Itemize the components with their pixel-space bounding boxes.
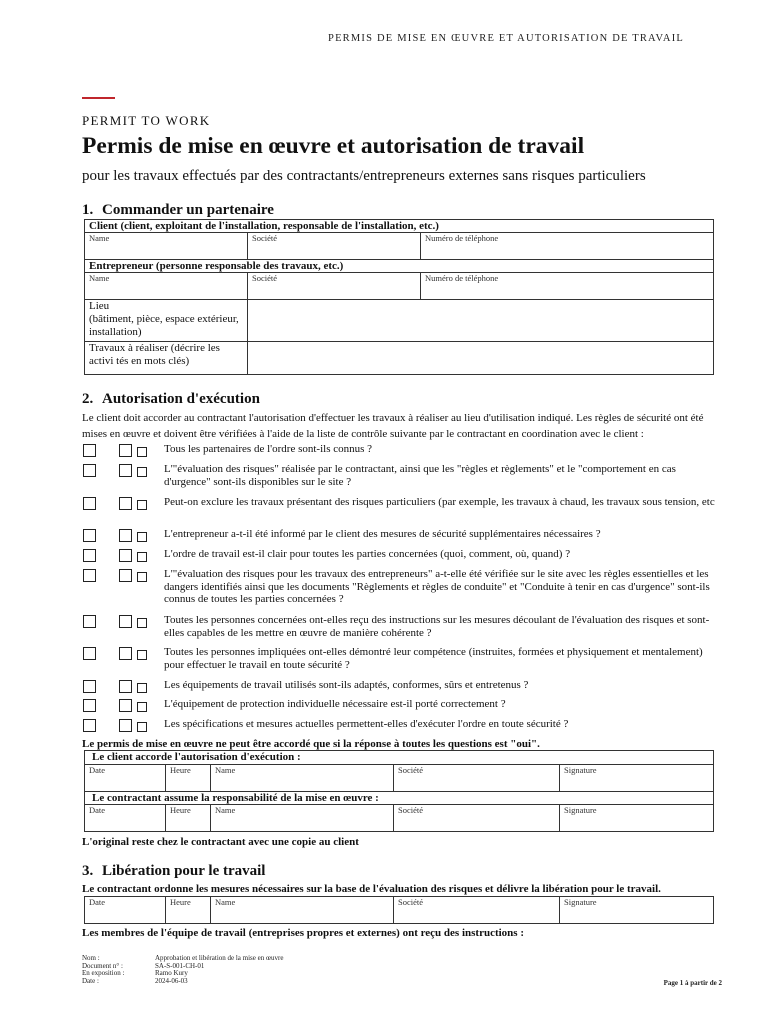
- client-label: Client (client, exploitant de l'installation, responsable de l'installation, etc.): [85, 220, 714, 233]
- contractor-label: Entrepreneur (personne responsable des travaux, etc.): [85, 260, 714, 273]
- section-title: Libération pour le travail: [102, 863, 266, 879]
- footer-value: Ramo Kury: [155, 969, 188, 977]
- checkbox-no[interactable]: [119, 549, 132, 562]
- location-field[interactable]: [248, 300, 714, 342]
- checklist-item: [82, 614, 722, 639]
- checkbox-na[interactable]: [137, 702, 147, 712]
- contractor-company-field[interactable]: Société: [248, 273, 421, 300]
- signature-field[interactable]: Signature: [560, 897, 714, 924]
- date-field[interactable]: Date: [85, 765, 166, 792]
- checkbox-na[interactable]: [137, 618, 147, 628]
- client-name-field[interactable]: Name: [85, 233, 248, 260]
- contractor-name-field[interactable]: Name: [85, 273, 248, 300]
- checklist-item: [82, 548, 722, 568]
- checkbox-no[interactable]: [119, 699, 132, 712]
- checklist-text: Toutes les personnes concernées ont-elles reçu des instructions sur les mesures découlant de l'évaluation des risques et sont-elles capables de les mettre en œuvre de manière cohérente ?: [164, 614, 710, 639]
- original-copy-note: L'original reste chez le contractant avec une copie au client: [82, 836, 359, 848]
- accent-bar: [82, 97, 115, 99]
- footer-value: Approbation et libération de la mise en œuvre: [155, 954, 284, 962]
- checklist-item: [82, 463, 722, 488]
- contractor-assumes-label: Le contractant assume la responsabilité de la mise en œuvre :: [85, 792, 714, 805]
- footer-label: Nom :: [82, 954, 100, 962]
- yes-condition-note: Le permis de mise en œuvre ne peut être accordé que si la réponse à toutes les questions est "oui".: [82, 738, 540, 750]
- checklist-text: Tous les partenaires de l'ordre sont-ils connus ?: [164, 443, 373, 455]
- client-grants-label: Le client accorde l'autorisation d'exécution :: [85, 751, 714, 765]
- page-title: Permis de mise en œuvre et autorisation de travail: [82, 133, 585, 159]
- checkbox-yes[interactable]: [83, 464, 96, 477]
- footer-value: 2024-06-03: [155, 976, 188, 985]
- authorization-intro: Le client doit accorder au contractant l'autorisation d'effectuer les travaux à réaliser au lieu d'utilisation indiqué. Les règles de sécurité ont été mises en œuvre et doivent être vérifiées à l'aide de la liste de contrôle suivante par le contractant en coordination avec le client :: [82, 412, 704, 440]
- section-number: 1.: [82, 202, 94, 218]
- checkbox-yes[interactable]: [83, 497, 96, 510]
- location-label: Lieu (bâtiment, pièce, espace extérieur, installation): [85, 300, 248, 342]
- name-field[interactable]: Name: [211, 897, 394, 924]
- work-field[interactable]: [248, 342, 714, 375]
- checklist-item: [82, 568, 722, 605]
- checklist-text: Toutes les personnes impliquées ont-elles démontré leur compétence (instruites, formées et physiquement et mentalement) pour effectuer le travail en toute sécurité ?: [164, 646, 703, 671]
- checkbox-no[interactable]: [119, 529, 132, 542]
- checklist-text: Les équipements de travail utilisés sont-ils adaptés, conformes, sûrs et entretenus ?: [164, 679, 529, 691]
- checklist-item: [82, 679, 722, 699]
- footer-label: Document n° :: [82, 961, 123, 970]
- checkbox-no[interactable]: [119, 497, 132, 510]
- footer-label: Date :: [82, 976, 99, 985]
- company-field[interactable]: Société: [394, 765, 560, 792]
- company-field[interactable]: Société: [394, 805, 560, 832]
- footer-value: SA-S-001-CH-01: [155, 961, 205, 970]
- section-title: Commander un partenaire: [102, 202, 274, 218]
- checkbox-yes[interactable]: [83, 549, 96, 562]
- checkbox-na[interactable]: [137, 683, 147, 693]
- checkbox-no[interactable]: [119, 647, 132, 660]
- checklist-text: Les spécifications et mesures actuelles permettent-elles d'exécuter l'ordre en toute sécurité ?: [164, 718, 569, 730]
- checkbox-na[interactable]: [137, 650, 147, 660]
- section-number: 2.: [82, 391, 94, 407]
- name-field[interactable]: Name: [211, 805, 394, 832]
- signature-field[interactable]: Signature: [560, 765, 714, 792]
- client-phone-field[interactable]: Numéro de téléphone: [421, 233, 714, 260]
- checkbox-no[interactable]: [119, 719, 132, 732]
- footer-values: [155, 955, 284, 985]
- page-subtitle: pour les travaux effectués par des contractants/entrepreneurs externes sans risques particuliers: [82, 168, 646, 184]
- time-field[interactable]: Heure: [166, 765, 211, 792]
- checklist-text: L'"évaluation des risques" réalisée par le contractant, ainsi que les "règles et règlements" et le "comportement en cas d'urgence" sont-ils disponibles sur le site ?: [164, 463, 676, 488]
- release-intro: Le contractant ordonne les mesures nécessaires sur la base de l'évaluation des risques et délivre la libération pour le travail.: [82, 883, 661, 895]
- time-field[interactable]: Heure: [166, 805, 211, 832]
- checklist-text: Peut-on exclure les travaux présentant des risques particuliers (par exemple, les travaux à chaud, les travaux sous tension, etc: [164, 496, 715, 508]
- section-title: Autorisation d'exécution: [102, 391, 260, 407]
- checklist-text: L'"évaluation des risques pour les travaux des entrepreneurs" a-t-elle été vérifiée sur le site avec les règles essentielles et les dangers identifiés ainsi que les documents "Règlements et règles de conduite" et "Conduite à tenir en cas d'urgence" sont-ils connus de toutes les parties concernées ?: [164, 568, 710, 605]
- checkbox-na[interactable]: [137, 532, 147, 542]
- checkbox-yes[interactable]: [83, 444, 96, 457]
- checkbox-yes[interactable]: [83, 569, 96, 582]
- checklist-text: L'entrepreneur a-t-il été informé par le client des mesures de sécurité supplémentaires nécessaires ?: [164, 528, 601, 540]
- checkbox-na[interactable]: [137, 447, 147, 457]
- release-signature-table: [84, 896, 714, 924]
- client-company-field[interactable]: Société: [248, 233, 421, 260]
- checklist-item: [82, 646, 722, 671]
- authorization-signature-table: [84, 750, 714, 832]
- date-field[interactable]: Date: [85, 897, 166, 924]
- contractor-phone-field[interactable]: Numéro de téléphone: [421, 273, 714, 300]
- checkbox-no[interactable]: [119, 615, 132, 628]
- checklist-item: [82, 718, 722, 738]
- name-field[interactable]: Name: [211, 765, 394, 792]
- page-number: Page 1 à partir de 2: [663, 979, 722, 987]
- checklist-item: [82, 496, 722, 516]
- checklist-item: [82, 528, 722, 548]
- time-field[interactable]: Heure: [166, 897, 211, 924]
- signature-field[interactable]: Signature: [560, 805, 714, 832]
- checkbox-na[interactable]: [137, 722, 147, 732]
- running-header: PERMIS DE MISE EN ŒUVRE ET AUTORISATION DE TRAVAIL: [328, 33, 684, 44]
- checklist-item: [82, 698, 722, 718]
- checkbox-na[interactable]: [137, 467, 147, 477]
- checkbox-yes[interactable]: [83, 615, 96, 628]
- section-number: 3.: [82, 863, 94, 879]
- footer-label: En exposition :: [82, 969, 125, 977]
- checkbox-yes[interactable]: [83, 647, 96, 660]
- checkbox-na[interactable]: [137, 572, 147, 582]
- work-label: Travaux à réaliser (décrire les activi tés en mots clés): [85, 342, 248, 375]
- checkbox-na[interactable]: [137, 552, 147, 562]
- checkbox-yes[interactable]: [83, 680, 96, 693]
- checklist-text: L'ordre de travail est-il clair pour toutes les parties concernées (quoi, comment, où, quand) ?: [164, 548, 571, 560]
- checkbox-no[interactable]: [119, 444, 132, 457]
- checklist-item: [82, 443, 722, 463]
- eyebrow-label: PERMIT TO WORK: [82, 113, 211, 128]
- checkbox-no[interactable]: [119, 680, 132, 693]
- checkbox-na[interactable]: [137, 500, 147, 510]
- section-2-heading: [82, 391, 260, 408]
- checkbox-yes[interactable]: [83, 529, 96, 542]
- checkbox-no[interactable]: [119, 464, 132, 477]
- partner-table: [84, 219, 714, 375]
- checkbox-no[interactable]: [119, 569, 132, 582]
- section-3-heading: [82, 863, 265, 880]
- section-1-heading: [82, 202, 274, 219]
- checklist-text: L'équipement de protection individuelle nécessaire est-il porté correctement ?: [164, 698, 506, 710]
- date-field[interactable]: Date: [85, 805, 166, 832]
- footer-labels: [82, 955, 124, 985]
- team-instructions-note: Les membres de l'équipe de travail (entreprises propres et externes) ont reçu des instructions :: [82, 927, 524, 939]
- checkbox-yes[interactable]: [83, 719, 96, 732]
- company-field[interactable]: Société: [394, 897, 560, 924]
- checkbox-yes[interactable]: [83, 699, 96, 712]
